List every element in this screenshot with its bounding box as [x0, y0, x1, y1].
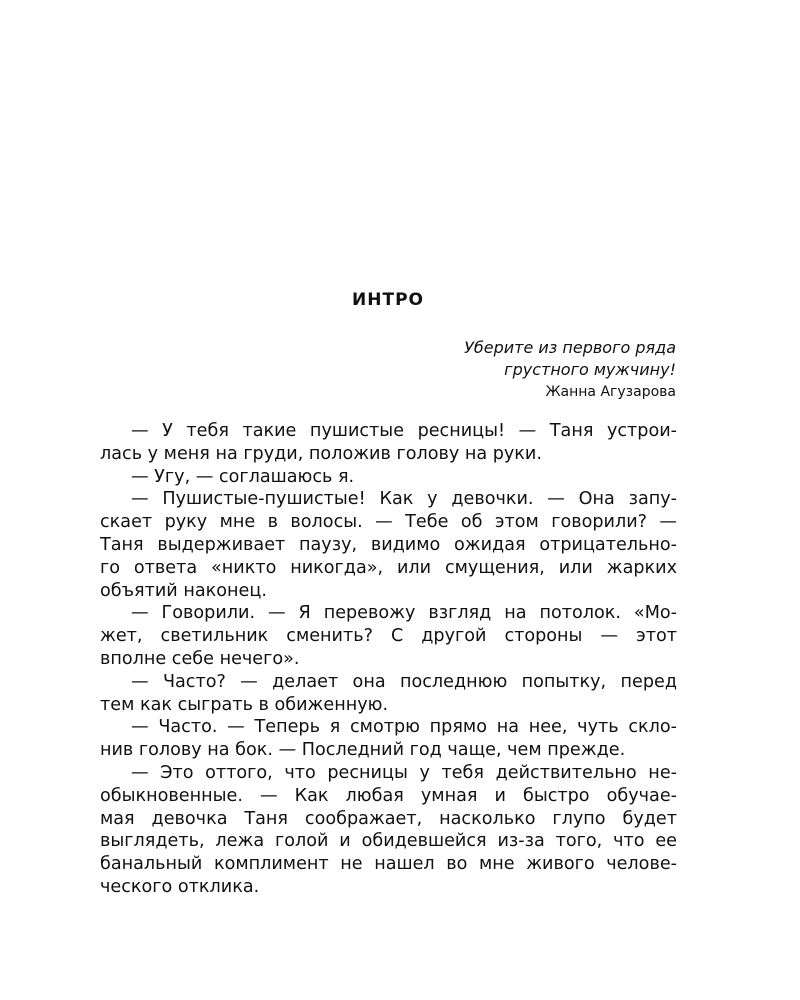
body-text [100, 420, 677, 899]
text-line: нив голову на бок. — Последний год чаще, чем прежде. [100, 740, 626, 761]
text-line: — Часто. — Теперь я смотрю прямо на нее, чуть скло- [131, 717, 677, 738]
text-line: — Угу, — соглашаюсь я. [131, 466, 355, 487]
text-line: ческого отклика. [100, 876, 260, 897]
text-line: — Говорили. — Я перевожу взгляд на потолок. «Мо- [131, 603, 677, 624]
epigraph-author: Жанна Агузарова [545, 384, 676, 400]
text-line: скает руку мне в волосы. — Тебе об этом говорили? — [100, 512, 677, 533]
text-line: мая девочка Таня соображает, насколько глупо будет [100, 808, 677, 829]
epigraph-line: Уберите из первого ряда [464, 338, 676, 357]
epigraph [464, 337, 676, 403]
text-line: банальный комплимент не нашел во мне живого челове- [100, 854, 677, 875]
text-line: объятий наконец. [100, 580, 267, 601]
text-line: — Часто? — делает она последнюю попытку, перед [131, 671, 677, 692]
text-line: обыкновенные. — Как любая умная и быстро обучае- [100, 785, 677, 806]
epigraph-line: грустного мужчину! [504, 360, 676, 379]
text-line: жет, светильник сменить? С другой стороны — этот [100, 626, 677, 647]
chapter-title: ИНТРО [352, 290, 424, 310]
text-line: — Это оттого, что ресницы у тебя действительно не- [131, 762, 677, 783]
text-line: выглядеть, лежа голой и обидевшейся из-за того, что ее [100, 831, 677, 852]
text-line: Таня выдерживает паузу, видимо ожидая отрицательно- [100, 534, 677, 555]
text-line: лась у меня на груди, положив голову на руки. [100, 443, 542, 464]
text-line: — У тебя такие пушистые ресницы! — Таня устрои- [131, 421, 677, 441]
text-line: тем как сыграть в обиженную. [100, 694, 389, 715]
text-line: — Пушистые-пушистые! Как у девочки. — Она запу- [131, 489, 677, 510]
text-line: вполне себе нечего». [100, 648, 300, 669]
text-line: го ответа «никто никогда», или смущения, или жарких [100, 557, 677, 578]
